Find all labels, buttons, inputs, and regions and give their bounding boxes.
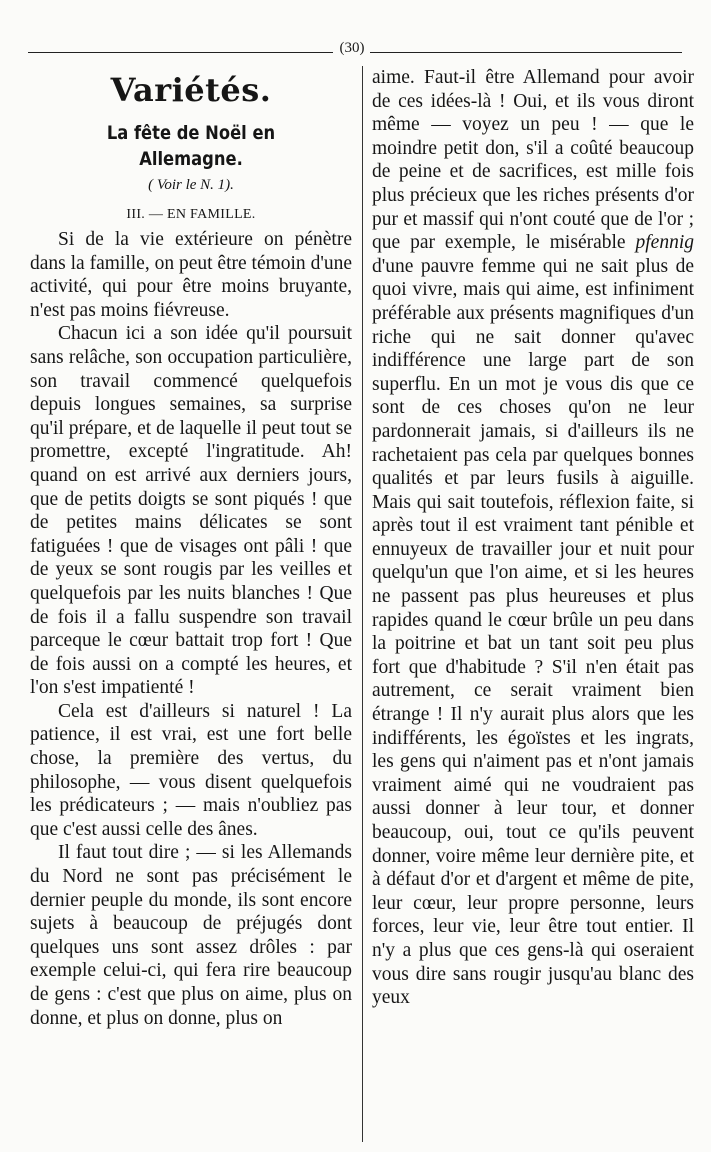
text-segment: d'une pauvre femme qui ne sait plus de quoi vivre, mais qui aime, est infiniment préférable aux présents magnifiques d'un riche qui ne sait donner qu'avec indifférence une large part de son superflu. En un mot je vous dis que ce sont de ces choses qu'on ne leur pardonnerait jamais, si d'ailleurs ils ne rachetaient pas cela par quelques bonnes qualités et par leurs fusils à aiguille. Mais qui sait toutefois, réflexion faite, si après tout il est vraiment tant pénible et ennuyeux de travailler jour et nuit pour quelqu'un que l'on aime, et si les heures ne passent pas plus heureuses et plus rapides quand le cœur brûle un peu dans la poitrine et bat un tant soit peu plus fort que d'habitude ? S'il n'en était pas autrement, ce serait vraiment bien étrange ! Il n'y aurait plus alors que les indifférents, les égoïstes et les ingrats, les gens qui n'aiment pas et n'ont jamais vraiment aimé qui ne voudraient pas aussi donner à leur tour, et donner beaucoup, oui, tout ce qu'ils peuvent donner, voire même leur dernière pite, et à défaut d'or et d'argent et même de pite, leur cœur, leur propre personne, leurs forces, leur vie, leur être tout entier. Il n'y a plus que ces gens-là qui oseraient vous dire sans rougir jusqu'au blanc des yeux <box>372 255 694 1009</box>
paragraph: Chacun ici a son idée qu'il poursuit sans relâche, son occupation particulière, son travail commencé quelquefois depuis longues semaines, sa surprise qu'il prépare, et de laquelle il peut tout se promettre, excepté l'ingratitude. Ah! quand on est arrivé aux derniers jours, que de petits doigts se sont piqués ! que de petites mains délicates se sont fatiguées ! que de visages ont pâli ! que de yeux se sont rougis par les veilles et quelquefois par les nuits blanches ! Que de fois il a fallu suspendre son travail parceque le cœur battait trop fort ! Que de fois aussi on a compté les heures, et l'on s'est impatienté ! <box>30 323 352 699</box>
right-column <box>372 66 694 1010</box>
page-number: (30) <box>339 40 365 56</box>
italic-word: pfennig <box>635 232 694 254</box>
paragraph: Si de la vie extérieure on pénètre dans la famille, on peut être témoin d'une activité, qui pour être moins bruyante, n'est pas moins fiévreuse. <box>30 229 352 321</box>
left-column <box>30 70 352 1030</box>
header-rule-left <box>28 52 333 53</box>
subsection-heading: III. — EN FAMILLE. <box>126 207 256 222</box>
header-rule-right <box>370 52 682 53</box>
section-title: Variétés. <box>110 71 272 109</box>
column-divider <box>362 66 363 1142</box>
paragraph: Il faut tout dire ; — si les Allemands du Nord ne sont pas précisément le dernier peuple du monde, ils sont encore sujets à beaucoup de préjugés dont quelques uns sont assez drôles : par exemple celui-ci, qui fera rire beaucoup de gens : c'est que plus on aime, plus on donne, et plus on donne, plus on <box>30 842 352 1029</box>
paragraph: Cela est d'ailleurs si naturel ! La patience, il est vrai, est une fort belle chose, la première des vertus, du philosophe, — vous disent quelquefois les prédicateurs ; — mais n'oubliez pas que c'est aussi celle des ânes. <box>30 700 352 840</box>
article-title: La fête de Noël en Allemagne. <box>106 122 276 170</box>
text-segment: aime. Faut-il être Allemand pour avoir de ces idées-là ! Oui, et ils vous diront même — voyez un peu ! — que le moindre petit don, s'il a coûté beaucoup de peine et de sacrifices, est mille fois plus précieux que les riches présents d'or pur et massif qui n'ont couté que de l'or ; que par exemple, le misérable <box>372 67 694 254</box>
paragraph-continued <box>372 66 694 1010</box>
article-reference: ( Voir le N. 1). <box>148 177 234 193</box>
